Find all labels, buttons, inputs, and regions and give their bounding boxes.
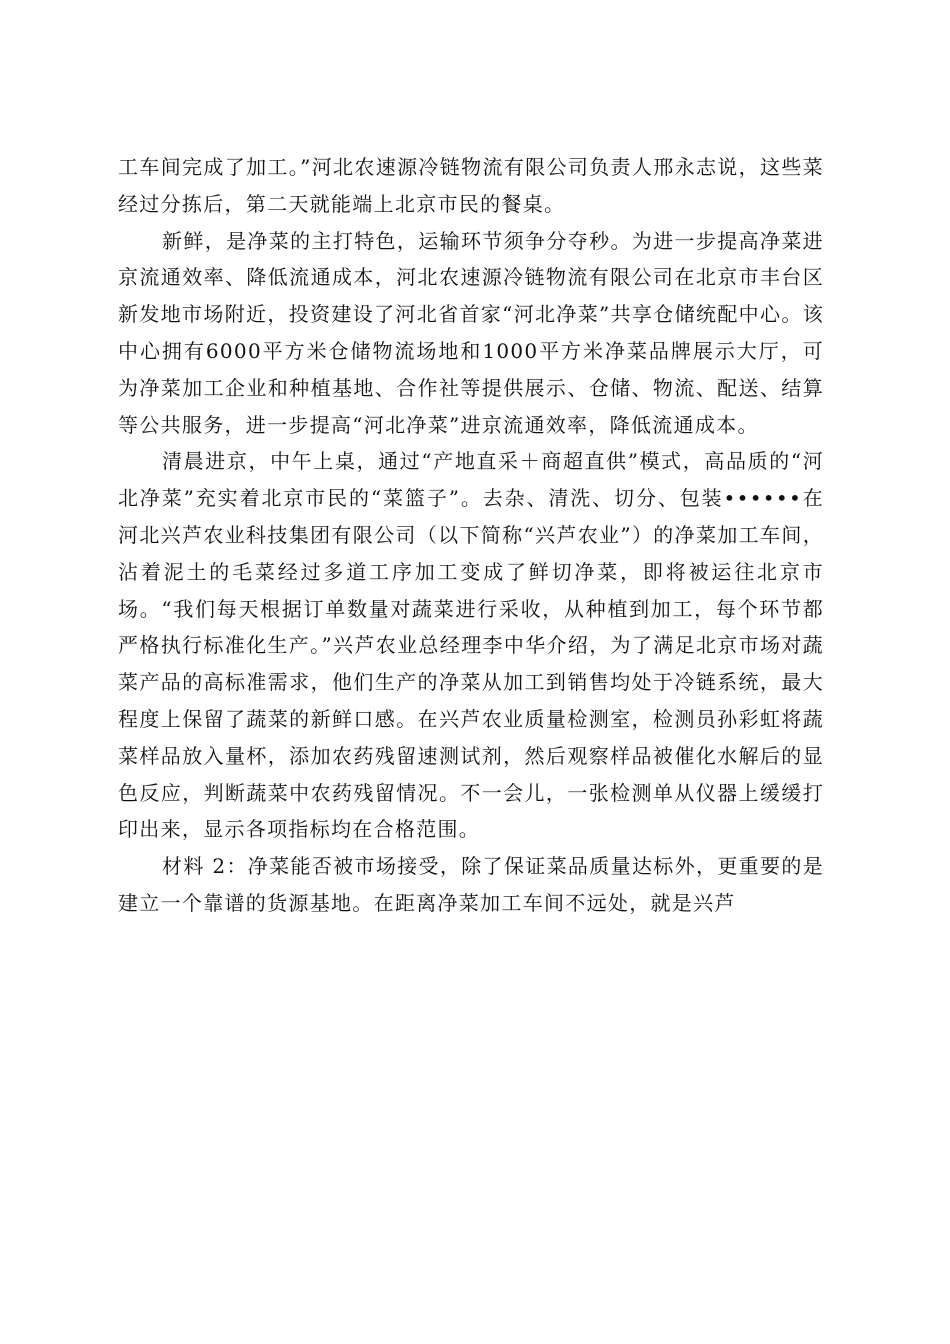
document-body (118, 149, 824, 922)
paragraph-material-2: 材料 2：净菜能否被市场接受，除了保证菜品质量达标外，更重要的是建立一个靠谱的货源基地。在距离净菜加工车间不远处，就是兴芦 (118, 854, 824, 915)
paragraph-fresh-transport: 新鲜，是净菜的主打特色，运输环节须争分夺秒。为进一步提高净菜进京流通效率、降低流通成本，河北农速源冷链物流有限公司在北京市丰台区新发地市场附近，投资建设了河北省首家“河北净菜”共享仓储统配中心。该中心拥有6000平方米仓储物流场地和1000平方米净菜品牌展示大厅，可为净菜加工企业和种植基地、合作社等提供展示、仓储、物流、配送、结算等公共服务，进一步提高“河北净菜”进京流通效率，降低流通成本。 (118, 228, 824, 437)
paragraph-continuation: 工车间完成了加工。”河北农速源冷链物流有限公司负责人邢永志说，这些菜经过分拣后，第二天就能端上北京市民的餐桌。 (118, 155, 824, 216)
paragraph-processing-workshop: 清晨进京，中午上桌，通过“产地直采＋商超直供”模式，高品质的“河北净菜”充实着北京市民的“菜篮子”。去杂、清洗、切分、包装••••••在河北兴芦农业科技集团有限公司（以下简称“兴芦农业”）的净菜加工车间，沾着泥土的毛菜经过多道工序加工变成了鲜切净菜，即将被运往北京市场。“我们每天根据订单数量对蔬菜进行采收，从种植到加工，每个环节都严格执行标准化生产。”兴芦农业总经理李中华介绍，为了满足北京市场对蔬菜产品的高标准需求，他们生产的净菜从加工到销售均处于冷链系统，最大程度上保留了蔬菜的新鲜口感。在兴芦农业质量检测室，检测员孙彩虹将蔬菜样品放入量杯，添加农药残留速测试剂，然后观察样品被催化水解后的显色反应，判断蔬菜中农药残留情况。不一会儿，一张检测单从仪器上缓缓打印出来，显示各项指标均在合格范围。 (118, 449, 824, 842)
